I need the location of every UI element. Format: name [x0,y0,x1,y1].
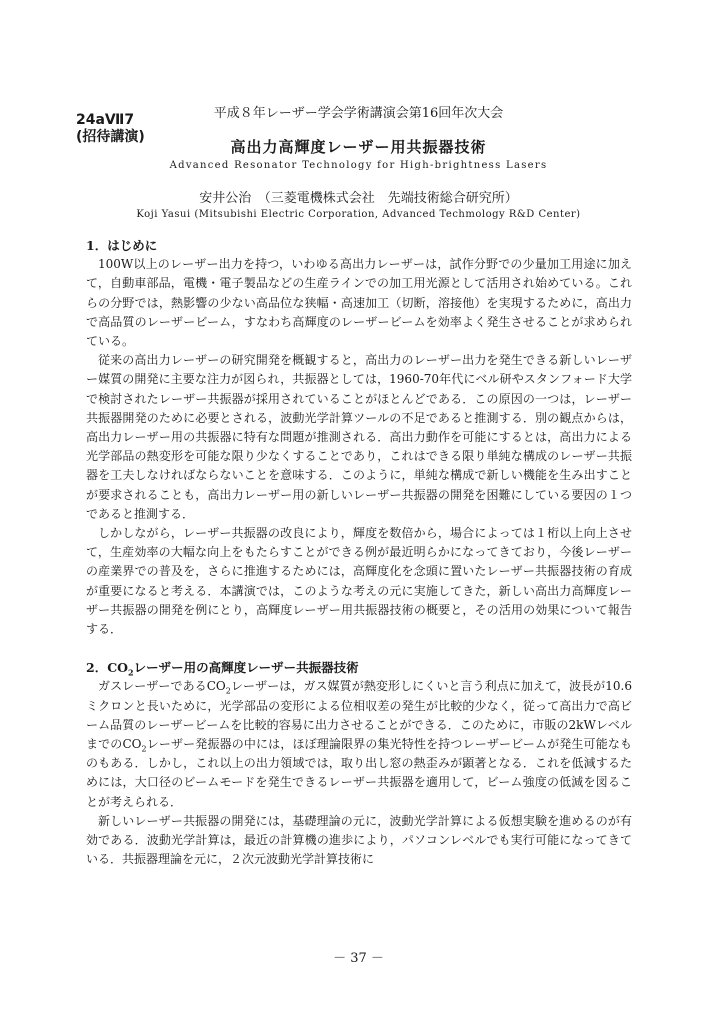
paragraph-text: ガスレーザーであるCO [98,679,226,694]
session-code: 24aⅦ7 [76,112,135,128]
body-paragraph: しかしながら，レーザー共振器の改良により，輝度を数倍から，場合によっては１桁以上向上させて，生産効率の大幅な向上をもたらすことができる例が最近明らかになってきており，今後レーザーの産業界での普及を，さらに推進するためには，高輝度化を念頭に置いたレーザー共振器技術の育成が重要になると考える．本講演では，このような考えの元に実施してきた，新しい高出力高輝度レーザー共振器の開発を例にとり，高輝度レーザー用共振器技術の概要と，その活用の効果について報告する． [86,526,632,637]
body-paragraph: 100W以上のレーザー出力を持つ，いわゆる高出力レーザーは，試作分野での少量加工用途に加えて，自動車部品，電機・電子製品などの生産ラインでの加工用光源として活用され始めている。これらの分野では，熱影響の少ない高品位な狭幅・高速加工（切断，溶接他）を実現するために，高出力で高品質のレーザービーム，すなわち高輝度のレーザービームを効率よく発生させることが求められている。 [86,257,632,349]
body-paragraph: 新しいレーザー共振器の開発には，基礎理論の元に，波動光学計算による仮想実験を進めるのが有効である．波動光学計算は，最近の計算機の進歩により，パソコンレベルでも実行可能になってきている．共振器理論を元に，２次元波動光学計算技術に [86,813,632,867]
section-heading-intro: 1．はじめに [86,238,158,253]
body-paragraph: 従来の高出力レーザーの研究開発を概観すると，高出力のレーザー出力を発生できる新しいレーザー媒質の開発に主要な注力が図られ，共振器としては，1960-70年代にベル研やスタンフォード大学で検討されたレーザー共振器が採用されていることがほとんどである．この原因の一つは，レーザー共振器開発のために必要とされる，波動光学計算ツールの不足であると推測する．別の観点からは，高出力レーザー用の共振器に特有な問題が推測される．高出力動作を可能にするとは，高出力による光学部品の熱変形を可能な限り少なくすることであり，これはできる限り単純な構成のレーザー共振器を工夫しなければならないことを意味する．このように，単純な構成で新しい機能を生み出すことが要求されることも，高出力レーザー用の新しいレーザー共振器の開発を困難にしている要因の１つであると推測する． [86,353,632,521]
session-type: (招待講演) [76,129,145,145]
paragraph-text: レーザーは，ガス媒質が熱変形しにくいと言う利点に加えて，波長が10.6ミクロンと長いために，光学部品の変形による位相収差の発生が比較的少なく，従って高出力で高ビーム品質のレーザービームを比較的容易に出力させることができる．このために，市販の2kWレベルまでのCO [86,679,632,752]
conference-header: 平成８年レーザー学会学術講演会第16回年次大会 [213,106,504,121]
author-japanese: 安井公治 （三菱電機株式会社 先端技術総合研究所） [199,191,518,206]
subscript: 2 [128,667,134,678]
subscript: 2 [141,744,147,754]
page-number: － 37 － [333,951,384,966]
section-heading-co2 [86,658,632,677]
author-english: Koji Yasui (Mitsubishi Electric Corporation, Advanced Techmology R&D Center) [136,209,581,220]
paragraph-text: レーザー発振器の中には，ほぼ理論限界の集光特性を持つレーザービームが発生可能なものもある．しかし，これ以上の出力領域では，取り出し窓の熱歪みが顕著となる．これを低減するためには，大口径のビームモードを発生できるレーザー共振器を適用して，ビーム強度の低減を図ることが考えられる． [86,737,632,809]
paper-title-english: Advanced Resonator Technology for High-brightness Lasers [169,160,548,171]
subscript: 2 [225,686,231,696]
paper-body [86,236,632,870]
heading-text: レーザー用の高輝度レーザー共振器技術 [133,660,359,676]
body-paragraph [86,677,632,811]
heading-text: 2．CO [86,660,129,676]
paper-title-japanese: 高出力高輝度レーザー用共振器技術 [230,138,487,156]
